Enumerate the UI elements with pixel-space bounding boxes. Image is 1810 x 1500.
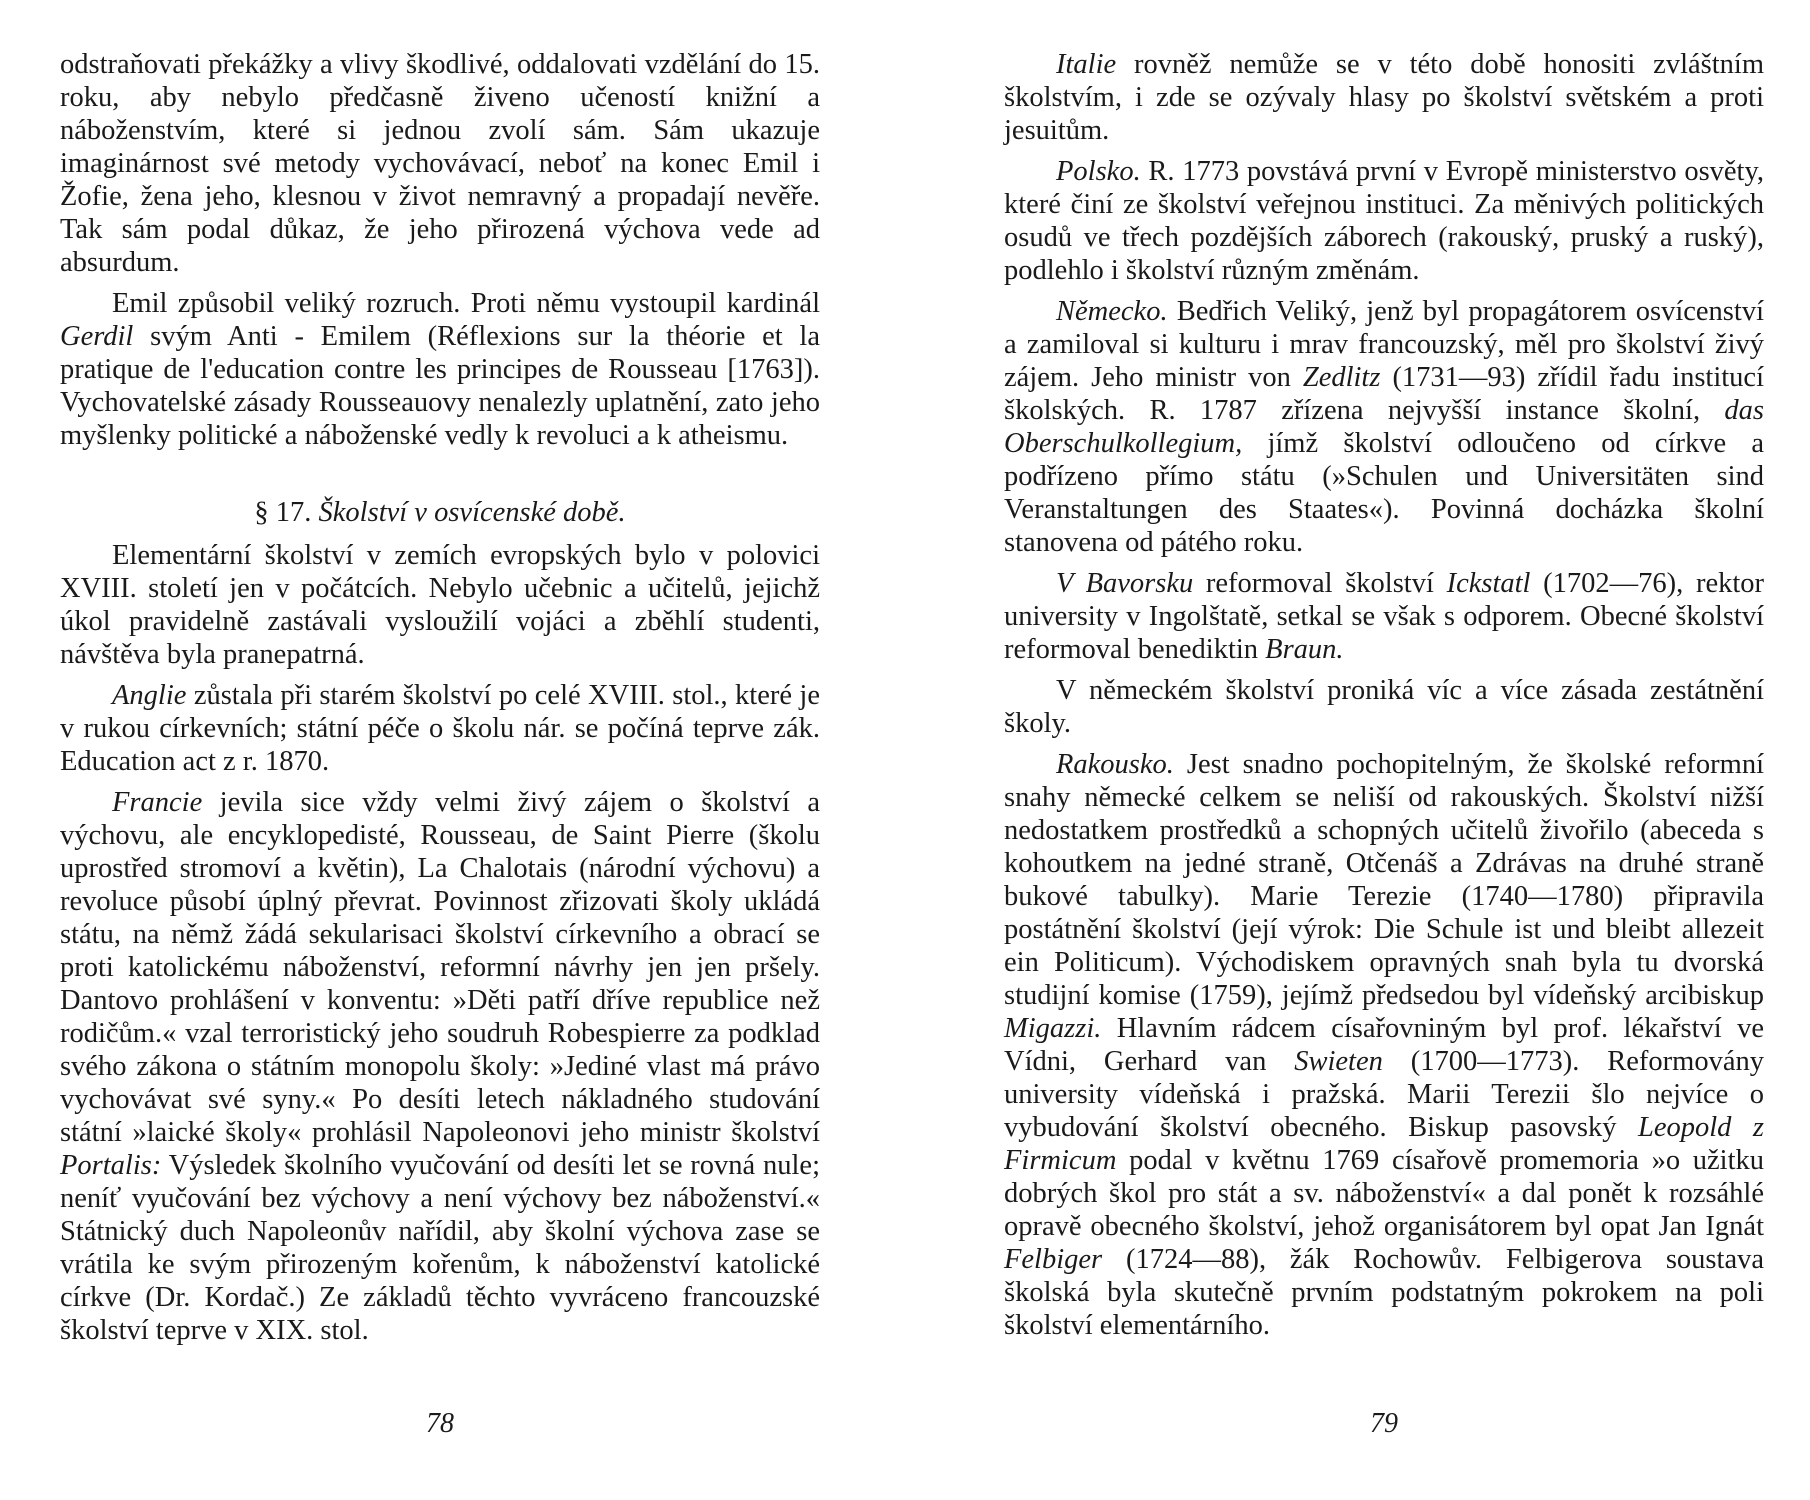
paragraph-text: reformoval školství	[1193, 568, 1447, 599]
paragraph-text: (1731—93) zřídil řadu institucí školských. R. 1787 zřízena nejvyšší instance školní,	[1004, 362, 1764, 426]
left-page	[60, 48, 820, 1347]
paragraph-text: (1724—88), žák Rochowův. Felbigerova soustava školská byla skutečně prvním podstatným pokrokem na poli školství elementárního.	[1004, 1244, 1764, 1341]
italic-name: Ickstatl	[1446, 568, 1531, 599]
section-title: Školství v osvícenské době.	[318, 497, 626, 528]
italic-name: Braun.	[1265, 634, 1344, 665]
italic-name: Rakousko.	[1056, 749, 1174, 780]
italic-name: Portalis:	[60, 1150, 162, 1181]
paragraph-text: (1702—76), rektor university v Ingolštatě, setkal se však s odporem. Obecné školství reformoval benediktin	[1004, 568, 1765, 665]
paragraph-text: Elementární školství v zemích evropských bylo v polovici XVIII. století jen v počátcích. Nebylo učebnic a učitelů, jejichž úkol pravidelně zastávali vysloužilí vojáci a zběhlí studenti, návštěva byla pranepatrná.	[60, 540, 820, 670]
italic-name: Italie	[1056, 49, 1117, 80]
paragraph	[1004, 295, 1764, 559]
paragraph-text: jímž školství odloučeno od církve a podřízeno přímo státu (»Schulen und Universitäten sind Veranstaltungen des Staates«). Povinná docházka školní stanovena od pátého roku.	[1004, 428, 1764, 558]
paragraph	[60, 679, 820, 778]
paragraph-text: (1700—1773). Reformovány university vídeňská i pražská. Marii Terezii šlo nejvíce o vybudování školství obecného. Biskup pasovský	[1004, 1046, 1764, 1143]
paragraph-text: zůstala při starém školství po celé XVIII. stol., které je v rukou církevních; státní péče o školu nár. se počíná teprve zák. Education act z r. 1870.	[60, 680, 820, 777]
right-page	[1004, 48, 1764, 1342]
paragraph-text: odstraňovati překážky a vlivy škodlivé, oddalovati vzdělání do 15. roku, aby nebylo předčasně živeno učeností knižní a náboženstvím, které si jednou zvolí sám. Sám ukazuje imaginárnost své metody vychovávací, neboť na konec Emil i Žofie, žena jeho, klesnou v život nemravný a propadají nevěře. Tak sám podal důkaz, že jeho přirozená výchova vede ad absurdum.	[60, 49, 820, 278]
paragraph-text: Jest snadno pochopitelným, že školské reformní snahy německé celkem se neliší od rakouských. Školství nižší nedostatkem prostředků a schopných učitelů živořilo (abeceda s kohoutkem na jedné straně, Otčenáš a Zdrávas na druhé straně bukové tabulky). Marie Terezie (1740—1780) připravila postátnění školství (její výrok: Die Schule ist und bleibt allezeit ein Politicum). Východiskem opravných snah byla tu dvorská studijní komise (1759), jejímž předsedou byl vídeňský arcibiskup	[1004, 749, 1764, 1011]
paragraph-text: Hlavním rádcem císařovniným byl prof. lékařství ve Vídni, Gerhard van	[1004, 1013, 1764, 1077]
italic-name: Swieten	[1294, 1046, 1383, 1077]
italic-name: Zedlitz	[1302, 362, 1381, 393]
paragraph-text: Bedřich Veliký, jenž byl propagátorem osvícenství a zamiloval si kulturu i mrav francouzský, měl pro školství živý zájem. Jeho ministr von	[1004, 296, 1764, 393]
paragraph	[60, 48, 820, 279]
italic-name: Francie	[112, 787, 203, 818]
italic-name: Felbiger	[1004, 1244, 1103, 1275]
paragraph	[60, 786, 820, 1347]
paragraph	[1004, 567, 1764, 666]
paragraph	[60, 539, 820, 671]
italic-name: das Oberschulkollegium,	[1004, 395, 1764, 459]
paragraph-text: R. 1773 povstává první v Evropě ministerstvo osvěty, které činí ze školství veřejnou instituci. Za měnivých politických osudů ve třech pozdějších záborech (rakouský, pruský a ruský), podlehlo i školství různým změnám.	[1004, 156, 1764, 286]
italic-name: Anglie	[112, 680, 187, 711]
page-number-right: 79	[1370, 1408, 1398, 1439]
paragraph	[1004, 48, 1764, 147]
section-heading	[60, 496, 820, 529]
page-number-left: 78	[426, 1408, 454, 1439]
section-number: § 17.	[254, 497, 312, 528]
paragraph-text: rovněž nemůže se v této době honositi zvláštním školstvím, i zde se ozývaly hlasy po školství světském a proti jesuitům.	[1004, 49, 1764, 146]
italic-name: Leopold z Firmicum	[1004, 1112, 1764, 1176]
paragraph-text: Výsledek školního vyučování od desíti let se rovná nule; neníť vyučování bez výchovy a není výchovy bez náboženství.« Státnický duch Napoleonův nařídil, aby školní výchova zase se vrátila ke svým přirozeným kořenům, k náboženství katolické církve (Dr. Kordač.) Ze základů těchto vyvráceno francouzské školství teprve v XIX. stol.	[60, 1150, 820, 1346]
italic-name: Migazzi.	[1004, 1013, 1102, 1044]
italic-name: Gerdil	[60, 321, 134, 352]
paragraph	[1004, 674, 1764, 740]
paragraph-text: Emil způsobil veliký rozruch. Proti němu vystoupil kardinál	[112, 288, 820, 319]
paragraph	[60, 287, 820, 452]
italic-name: Polsko.	[1056, 156, 1141, 187]
italic-name: V Bavorsku	[1056, 568, 1194, 599]
paragraph	[1004, 748, 1764, 1342]
paragraph	[1004, 155, 1764, 287]
italic-name: Německo.	[1056, 296, 1168, 327]
paragraph-text: jevila sice vždy velmi živý zájem o školství a výchovu, ale encyklopedisté, Rousseau, de Saint Pierre (školu uprostřed stromoví a květin), La Chalotais (národní výchovu) a revoluce působí úplný převrat. Povinnost zřizovati školy ukládá státu, na němž žádá sekularisaci školství církevního a obrací se proti katolickému náboženství, reformní návrhy jen jen pršely. Dantovo prohlášení v konventu: »Děti patří dříve republice než rodičům.« vzal terroristický jeho soudruh Robespierre za podklad svého zákona o státním monopolu školy: »Jediné vlast má právo vychovávat své syny.« Po desíti letech nákladného studování státní »laické školy« prohlásil Napoleonovi jeho ministr školství	[60, 787, 820, 1148]
paragraph-text: V německém školství proniká víc a více zásada zestátnění školy.	[1004, 675, 1764, 739]
paragraph-text: svým Anti - Emilem (Réflexions sur la théorie et la pratique de l'education contre les principes de Rousseau [1763]). Vychovatelské zásady Rousseauovy nenalezly uplatnění, zato jeho myšlenky politické a náboženské vedly k revoluci a k atheismu.	[60, 321, 820, 451]
paragraph-text: podal v květnu 1769 císařově promemoria »o užitku dobrých škol pro stát a sv. náboženství« a dal ponět k rozsáhlé opravě obecného školství, jehož organisátorem byl opat Jan Ignát	[1004, 1145, 1764, 1242]
